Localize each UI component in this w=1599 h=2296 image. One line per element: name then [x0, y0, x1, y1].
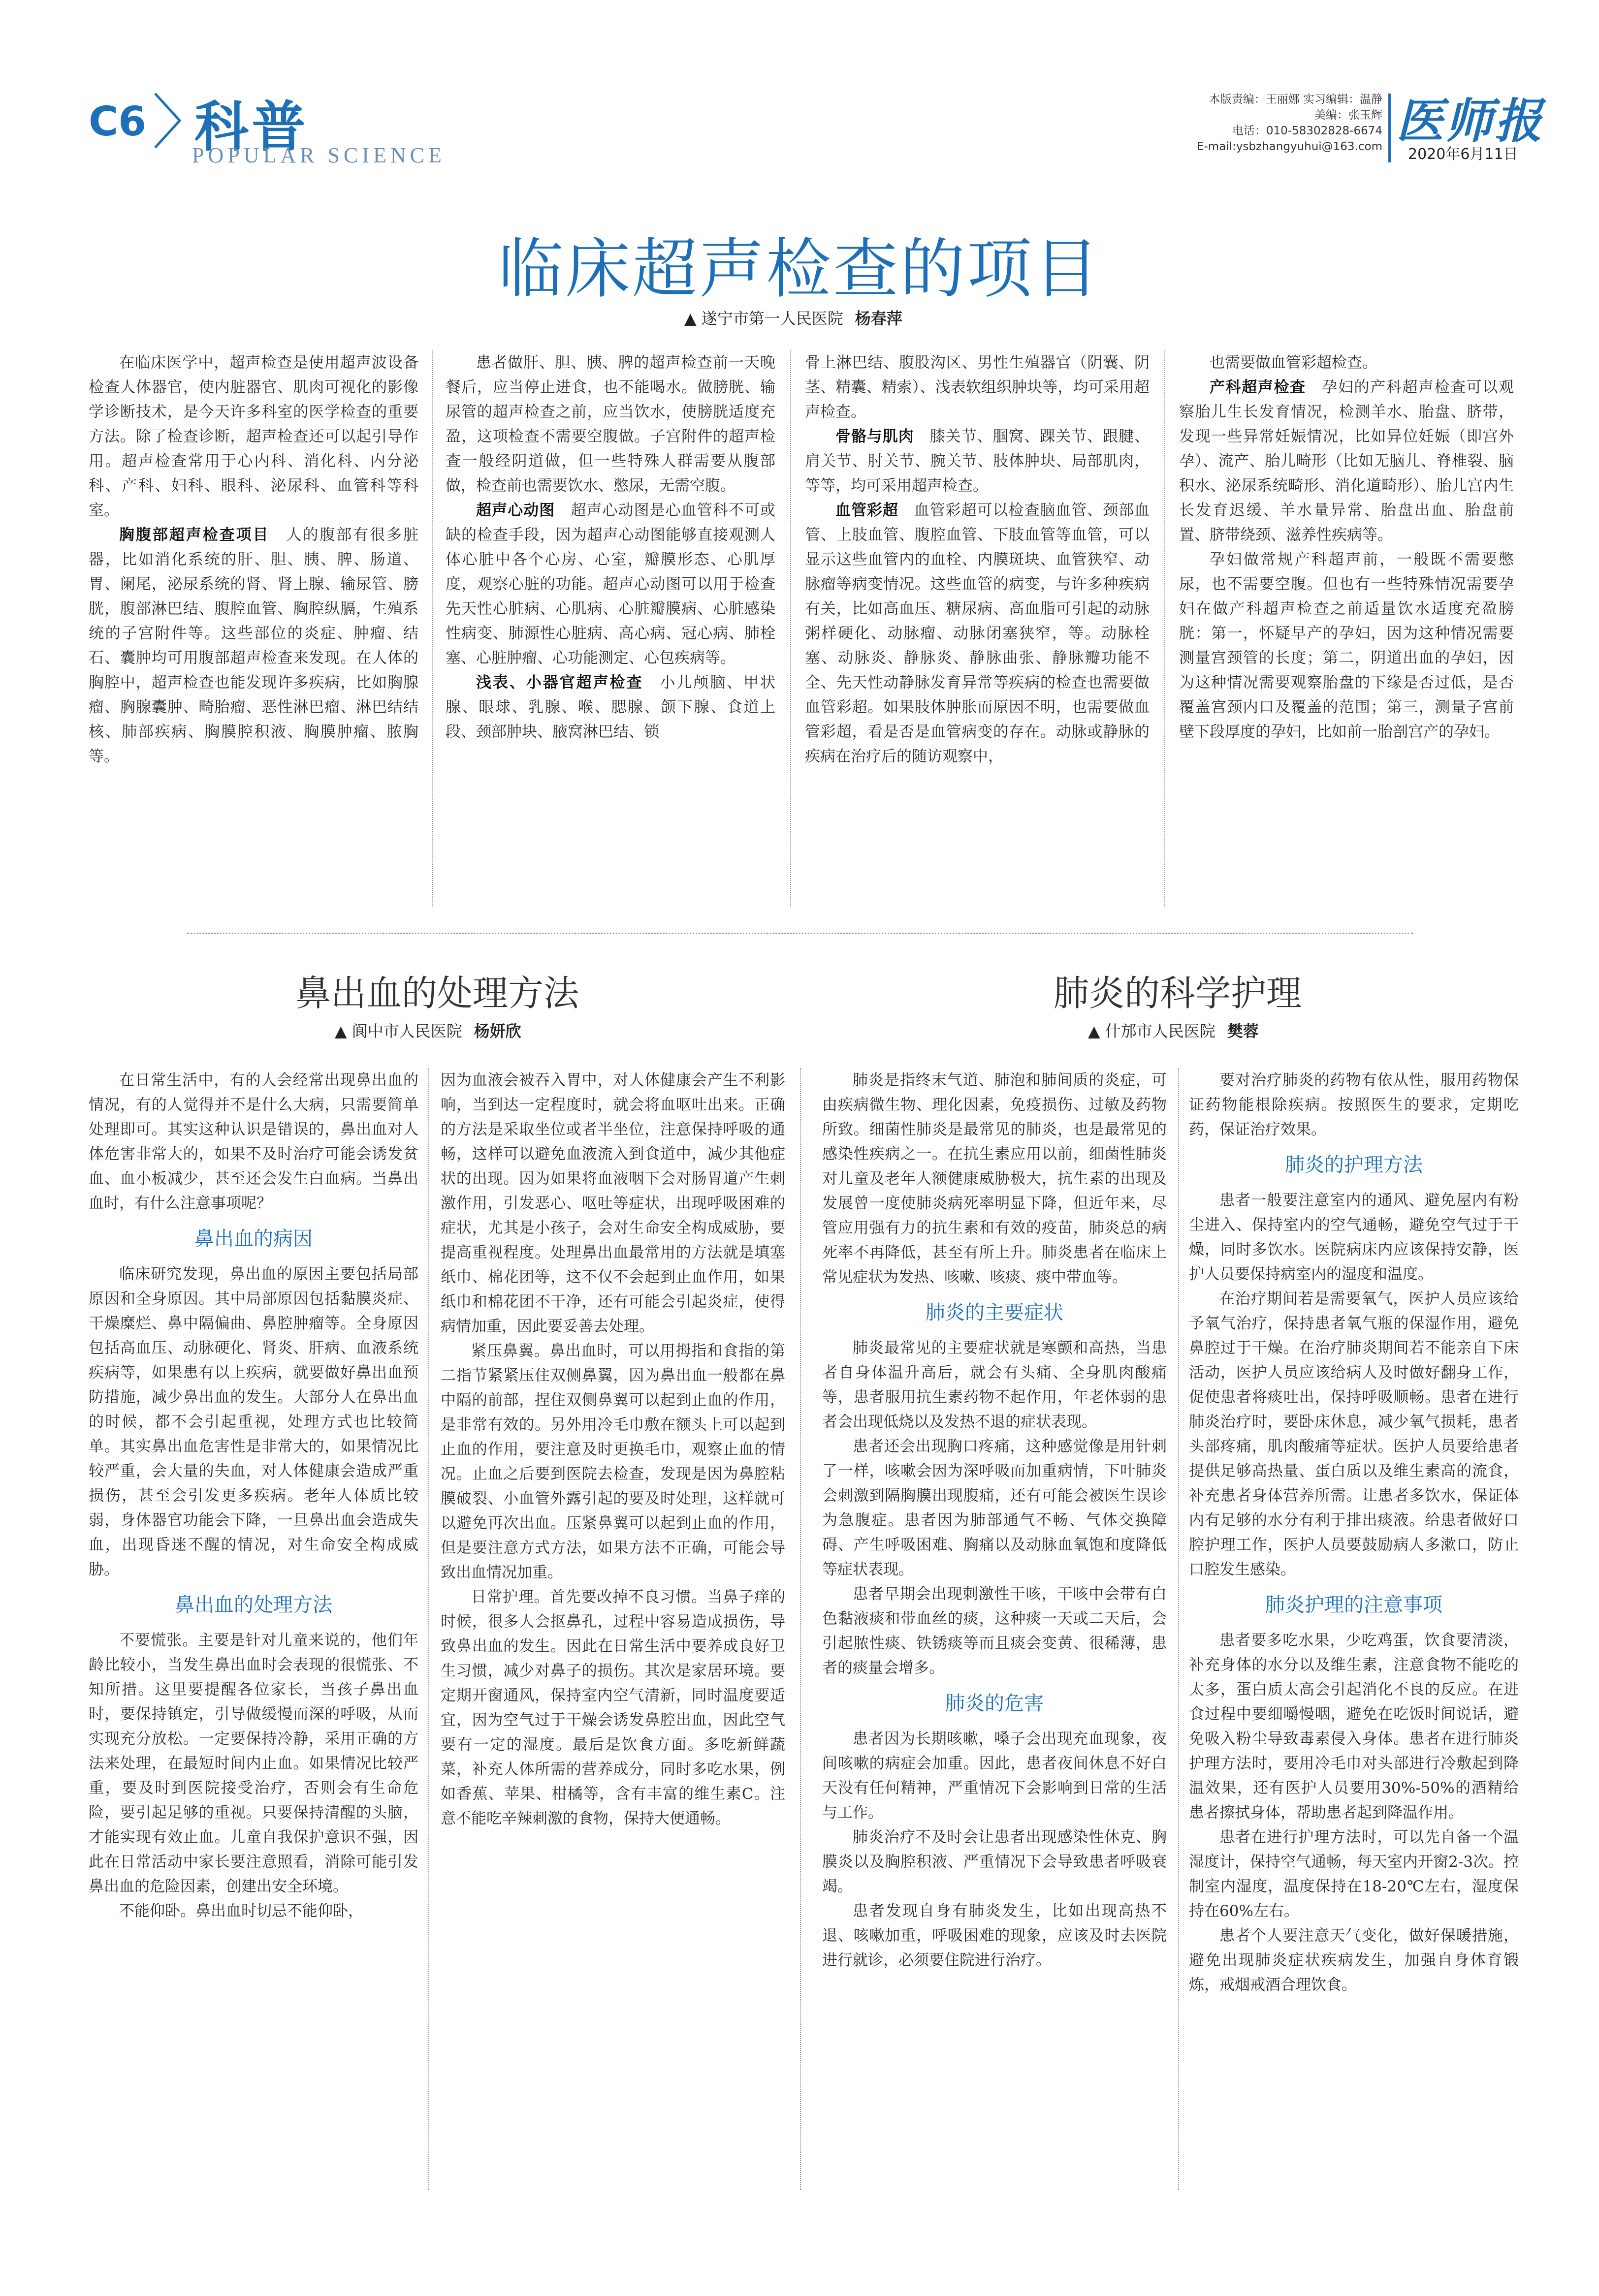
section-subtitle: POPULAR SCIENCE	[192, 143, 446, 167]
article-byline	[684, 306, 902, 329]
paragraph-text: 孕妇做常规产科超声前，一般既不需要憋尿，也不需要空腹。但也有一些特殊情况需要孕妇在做产科超声检查之前适量饮水适度充盈膀胱：第一，怀疑早产的孕妇，因为这种情况需要测量宫颈管的长度；第二，阴道出血的孕妇，因为这种情况需要观察胎盘的下缘是否过低，是否覆盖宫颈内口及覆盖的范围；第三，测量子宫前壁下段厚度的孕妇，比如前一胎剖宫产的孕妇。	[1179, 551, 1514, 741]
meta-line: 电话：010-58302828-6674	[1232, 125, 1382, 137]
paragraph	[446, 670, 775, 744]
paragraph-text: 超声心动图是心血管科不可或缺的检查手段，因为超声心动图能够直接观测人体心脏中各个心房、心室，瓣膜形态、心肌厚度，观察心脏的功能。超声心动图可以用于检查先天性心脏病、心肌病、心脏瓣膜病、心脏感染性病变、肺源性心脏病、高心病、冠心病、肺栓塞、心脏肿瘤、心功能测定、心包疾病等。	[446, 502, 775, 667]
meta-line: E-mail:ysbzhangyuhui@163.com	[1196, 140, 1382, 153]
author-name: 杨春萍	[855, 309, 902, 328]
paragraph: 在治疗期间若是需要氧气，医护人员应该给予氧气治疗，保持患者氧气瓶的保湿作用，避免鼻腔过于干燥。在治疗肺炎期间若不能亲自下床活动，医护人员应该给病人及时做好翻身工作，促使患者将痰吐出，保持呼吸顺畅。患者在进行肺炎治疗时，要卧床休息，减少氧气损耗，患者头部疼痛，肌肉酸痛等症状。医护人员要给患者提供足够高热量、蛋白质以及维生素高的流食，补充患者身体营养所需。让患者多饮水，保证体内有足够的水分有利于排出痰液。给患者做好口腔护理工作，医护人员要鼓励病人多漱口，防止口腔发生感染。	[1189, 1290, 1519, 1578]
paragraph-lead: 血管彩超	[835, 502, 898, 519]
paragraph-lead: 骨骼与肌肉	[835, 428, 914, 445]
paragraph: 临床研究发现，鼻出血的原因主要包括局部原因和全身原因。其中局部原因包括黏膜炎症、干燥糜烂、鼻中隔偏曲、鼻腔肿瘤等。全身原因包括高血压、动脉硬化、肾炎、肝病、血液系统疾病等，如果患有以上疾病，就要做好鼻出血预防措施，减少鼻出血的发生。大部分人在鼻出血的时候，都不会引起重视，处理方式也比较简单。其实鼻出血危害性是非常大的，如果情况比较严重，会大量的失血，对人体健康会造成严重损伤，甚至会引发更多疾病。老年人体质比较弱，身体器官功能会下降，一旦鼻出血会造成失血，出现昏迷不醒的情况，对生命安全构成威胁。	[89, 1265, 418, 1578]
paragraph	[805, 350, 1150, 424]
column-divider	[1164, 350, 1165, 907]
meta-line: 本版责编：王丽娜 实习编辑：温静	[1209, 93, 1382, 106]
paragraph-text: 膝关节、腘窝、踝关节、跟腱、肩关节、肘关节、腕关节、肢体肿块、局部肌肉，等等，均可采用超声检查。	[805, 428, 1150, 495]
article-column	[446, 350, 775, 912]
subheading: 肺炎护理的注意事项	[1265, 1594, 1442, 1616]
paragraph-lead: 浅表、小器官超声检查	[476, 674, 643, 692]
paragraph	[89, 523, 418, 769]
paragraph: 要对治疗肺炎的药物有依从性，服用药物保证药物能根除疾病。按照医生的要求，定期吃药，保证治疗效果。	[1189, 1071, 1519, 1138]
paragraph	[446, 350, 775, 498]
article-title: 鼻出血的处理方法	[295, 973, 579, 1014]
paragraph: 患者还会出现胸口疼痛，这种感觉像是用针刺了一样，咳嗽会因为深呼吸而加重病情，下叶肺炎会刺激到隔胸膜出现腹痛，还有可能会被医生误诊为急腹症。患者因为肺部通气不畅、气体交换障碍、产生呼吸困难、胸痛以及动脉血氧饱和度降低等症状表现。	[822, 1438, 1167, 1578]
subheading: 鼻出血的病因	[194, 1227, 313, 1250]
article-column	[1179, 350, 1514, 912]
article-column	[89, 1068, 418, 2200]
column-divider	[432, 350, 433, 907]
author-name: 杨妍欣	[474, 1022, 521, 1040]
paragraph-text: 骨上淋巴结、腹股沟区、男性生殖器官（阴囊、阴茎、精囊、精索）、浅表软组织肿块等，均可采用超声检查。	[805, 354, 1150, 421]
paragraph-text: 孕妇的产科超声检查可以观察胎儿生长发育情况，检测羊水、胎盘、脐带，发现一些异常妊娠情况，比如异位妊娠（即宫外孕）、流产、胎儿畸形（比如无脑儿、脊椎裂、脑积水、泌尿系统畸形、消化道畸形）、胎儿宫内生长发育迟缓、羊水量异常、胎盘出血、胎盘前置、脐带绕颈、滋养性疾病等。	[1179, 378, 1514, 544]
paragraph-text: 人的腹部有很多脏器，比如消化系统的肝、胆、胰、脾、肠道、胃、阑尾，泌尿系统的肾、肾上腺、输尿管、膀胱，腹部淋巴结、腹腔血管、胸腔纵膈，生殖系统的子宫附件等。这些部位的炎症、肿瘤、结石、囊肿均可用腹部超声检查来发现。在人体的胸腔中，超声检查也能发现许多疾病，比如胸腺瘤、胸腺囊肿、畸胎瘤、恶性淋巴瘤、淋巴结结核、肺部疾病、胸膜腔积液、胸膜肿瘤、脓胸等。	[89, 526, 418, 765]
paragraph-text: 小儿颅脑、甲状腺、眼球、乳腺、喉、腮腺、颌下腺、食道上段、颈部肿块、腋窝淋巴结、锁	[446, 674, 775, 741]
article-column	[89, 350, 418, 912]
paragraph	[805, 498, 1150, 769]
article-title: 临床超声检查的项目	[498, 231, 1101, 307]
column-divider	[1178, 1068, 1179, 2190]
article-title: 肺炎的科学护理	[1054, 973, 1302, 1014]
subheading: 肺炎的主要症状	[926, 1301, 1063, 1324]
paragraph: 在日常生活中，有的人会经常出现鼻出血的情况，有的人觉得并不是什么大病，只需要简单处理即可。其实这种认识是错误的，鼻出血对人体危害非常大的，如果不及时治疗可能会诱发贫血、血小板减少，甚至还会发生白血病。当鼻出血时，有什么注意事项呢？	[89, 1071, 418, 1212]
paragraph: 日常护理。首先要改掉不良习惯。当鼻子痒的时候，很多人会抠鼻孔，过程中容易造成损伤，导致鼻出血的发生。因此在日常生活中要养成良好卫生习惯，减少对鼻子的损伤。其次是家居环境。要定期开窗通风，保持室内空气清新，同时温度要适宜，因为空气过于干燥会诱发鼻腔出血，因此空气要有一定的湿度。最后是饮食方面。多吃新鲜蔬菜，补充人体所需的营养成分，同时多吃水果，例如香蕉、苹果、柑橘等，含有丰富的维生素C。注意不能吃辛辣刺激的食物，保持大便通畅。	[441, 1588, 785, 1827]
issue-date: 2020年6月11日	[1408, 146, 1518, 163]
meta-line: 美编：张玉辉	[1314, 109, 1382, 122]
paragraph: 不能仰卧。鼻出血时切忌不能仰卧，	[119, 1902, 363, 1920]
paragraph-lead: 超声心动图	[476, 502, 555, 519]
paragraph-text: 在临床医学中，超声检查是使用超声波设备检查人体器官，使内脏器官、肌肉可视化的影像学诊断技术，是今天许多科室的医学检查的重要方法。除了检查诊断，超声检查还可以起引导作用。超声检查常用于心内科、消化科、内分泌科、产科、妇科、眼科、泌尿科、血管科等科室。	[89, 354, 418, 519]
paragraph-lead: 产科超声检查	[1210, 378, 1306, 396]
author-org: ▲ 什邡市人民医院	[1088, 1022, 1215, 1040]
page-number: C6	[89, 98, 147, 145]
author-org: ▲ 遂宁市第一人民医院	[684, 309, 843, 328]
paragraph: 患者早期会出现刺激性干咳，干咳中会带有白色黏液痰和带血丝的痰，这种痰一天或二天后，会引起脓性痰、铁锈痰等而且痰会变黄、很稀薄，患者的痰量会增多。	[822, 1585, 1167, 1677]
paragraph	[1179, 375, 1514, 547]
paragraph: 肺炎是指终末气道、肺泡和肺间质的炎症，可由疾病微生物、理化因素，免疫损伤、过敏及药物所致。细菌性肺炎是最常见的肺炎，也是最常见的感染性疾病之一。在抗生素应用以前，细菌性肺炎对儿童及老年人额健康威胁极大，抗生素的出现及发展曾一度使肺炎病死率明显下降，但近年来，尽管应用强有力的抗生素和有效的疫苗，肺炎总的病死率不再降低，甚至有所上升。肺炎患者在临床上常见症状为发热、咳嗽、咳痰、痰中带血等。	[822, 1071, 1167, 1286]
article-byline	[335, 1019, 521, 1041]
paragraph	[89, 350, 418, 523]
paragraph	[805, 424, 1150, 498]
paragraph-text: 患者做肝、胆、胰、脾的超声检查前一天晚餐后，应当停止进食，也不能喝水。做膀胱、输尿管的超声检查之前，应当饮水，使膀胱适度充盈，这项检查不需要空腹做。子宫附件的超声检查一般经阴道做，但一些特殊人群需要从腹部做，检查前也需要饮水、憋尿，无需空腹。	[446, 354, 775, 495]
column-divider	[428, 1068, 429, 2190]
paragraph: 患者在进行护理方法时，可以先自备一个温湿度计，保持空气通畅，每天室内开窗2-3次。控制室内湿度，温度保持在18-20℃左右，湿度保持在60%左右。	[1189, 1828, 1519, 1920]
column-divider	[800, 1068, 801, 2190]
brand-divider	[1388, 94, 1391, 162]
paragraph: 不要慌张。主要是针对儿童来说的，他们年龄比较小，当发生鼻出血时会表现的很慌张、不知所措。这里要提醒各位家长，当孩子鼻出血时，要保持镇定，引导做缓慢而深的呼吸，从而实现充分放松。一定要保持冷静，采用正确的方法来处理，在最短时间内止血。如果情况比较严重，要及时到医院接受治疗，否则会有生命危险，要引起足够的重视。只要保持清醒的头脑，才能实现有效止血。儿童自我保护意识不强，因此在日常活动中家长要注意照看，消除可能引发鼻出血的危险因素，创建出安全环境。	[89, 1632, 418, 1895]
paragraph	[446, 498, 775, 670]
paragraph: 因为血液会被吞入胃中，对人体健康会产生不利影响，当到达一定程度时，就会将血呕吐出来。正确的方法是采取坐位或者半坐位，注意保持呼吸的通畅，这样可以避免血液流入到食道中，减少其他症状的出现。因为如果将血液咽下会对肠胃道产生刺激作用，引发恶心、呕吐等症状，出现呼吸困难的症状，尤其是小孩子，会对生命安全构成威胁，要提高重视程度。处理鼻出血最常用的方法就是填塞纸巾、棉花团等，这不仅不会起到止血作用，如果纸巾和棉花团不干净，还有可能会引起炎症，使得病情加重，因此要妥善去处理。	[441, 1071, 785, 1335]
article-column	[805, 350, 1150, 912]
paragraph: 患者发现自身有肺炎发生，比如出现高热不退、咳嗽加重，呼吸困难的现象，应该及时去医院进行就诊，必须要住院进行治疗。	[822, 1902, 1167, 1969]
column-divider	[790, 350, 791, 907]
author-org: ▲ 阆中市人民医院	[335, 1022, 462, 1040]
article-byline	[1088, 1019, 1259, 1041]
paragraph: 患者一般要注意室内的通风、避免屋内有粉尘进入、保持室内的空气通畅，避免空气过于干燥，同时多饮水。医院病床内应该保持安静，医护人员要保持病室内的湿度和温度。	[1189, 1192, 1519, 1283]
paragraph-lead: 胸腹部超声检查项目	[119, 526, 270, 544]
article-column	[822, 1068, 1167, 2200]
paragraph: 患者要多吃水果，少吃鸡蛋，饮食要清淡，补充身体的水分以及维生素，注意食物不能吃的太多，蛋白质太高会引起消化不良的反应。在进食过程中要细嚼慢咽，避免在吃饭时间说话，避免吸入粉尘导致毒素侵入身体。患者在进行肺炎护理方法时，要用冷毛巾对头部进行冷敷起到降温效果，还有医护人员要用30%-50%的酒精给患者擦拭身体，帮助患者起到降温作用。	[1189, 1632, 1519, 1822]
subheading: 肺炎的危害	[945, 1692, 1044, 1715]
paragraph: 肺炎治疗不及时会让患者出现感染性休克、胸膜炎以及胸腔积液、严重情况下会导致患者呼吸衰竭。	[822, 1828, 1167, 1895]
paragraph-text: 也需要做血管彩超检查。	[1210, 354, 1377, 372]
paragraph	[1179, 350, 1514, 375]
section-divider	[187, 933, 1413, 934]
paragraph: 患者个人要注意天气变化，做好保暖措施，避免出现肺炎症状疾病发生，加强自身体育锻炼，戒烟戒酒合理饮食。	[1189, 1927, 1519, 1994]
paragraph-text: 血管彩超可以检查脑血管、颈部血管、上肢血管、腹腔血管、下肢血管等血管，可以显示这些血管内的血栓、内膜斑块、血管狭窄、动脉瘤等病变情况。这些血管的病变，与许多种疾病有关，比如高血压、糖尿病、高血脂可引起的动脉粥样硬化、动脉瘤、动脉闭塞狭窄，等。动脉栓塞、动脉炎、静脉炎、静脉曲张、静脉瓣功能不全、先天性动静脉发育异常等疾病的检查也需要做血管彩超。如果肢体肿胀而原因不明，也需要做血管彩超，看是否是血管病变的存在。动脉或静脉的疾病在治疗后的随访观察中，	[805, 502, 1150, 765]
section-title: 科普	[194, 95, 309, 158]
subheading: 鼻出血的处理方法	[175, 1594, 332, 1616]
article-column	[441, 1068, 785, 2200]
author-name: 樊蓉	[1227, 1022, 1259, 1040]
editor-info	[1126, 92, 1382, 155]
newspaper-logo: 医师报	[1396, 93, 1544, 149]
paragraph: 肺炎最常见的主要症状就是寒颤和高热，当患者自身体温升高后，就会有头痛、全身肌肉酸痛等，患者服用抗生素药物不起作用，年老体弱的患者会出现低烧以及发热不退的症状表现。	[822, 1339, 1167, 1431]
paragraph: 患者因为长期咳嗽，嗓子会出现充血现象，夜间咳嗽的病症会加重。因此，患者夜间休息不好白天没有任何精神，严重情况下会影响到日常的生活与工作。	[822, 1730, 1167, 1822]
paragraph: 紧压鼻翼。鼻出血时，可以用拇指和食指的第二指节紧紧压住双侧鼻翼，因为鼻出血一般都在鼻中隔的前部，捏住双侧鼻翼可以起到止血的作用，是非常有效的。另外用冷毛巾敷在额头上可以起到止血的作用，要注意及时更换毛巾，观察止血的情况。止血之后要到医院去检查，发现是因为鼻腔粘膜破裂、小血管外露引起的要及时处理，这样就可以避免再次出血。压紧鼻翼可以起到止血的作用，但是要注意方式方法，如果方法不正确，可能会导致出血情况加重。	[441, 1342, 785, 1581]
subheading: 肺炎的护理方法	[1285, 1154, 1423, 1176]
article-column	[1189, 1068, 1519, 2200]
paragraph	[1179, 547, 1514, 744]
chevron-right-icon	[150, 89, 185, 153]
